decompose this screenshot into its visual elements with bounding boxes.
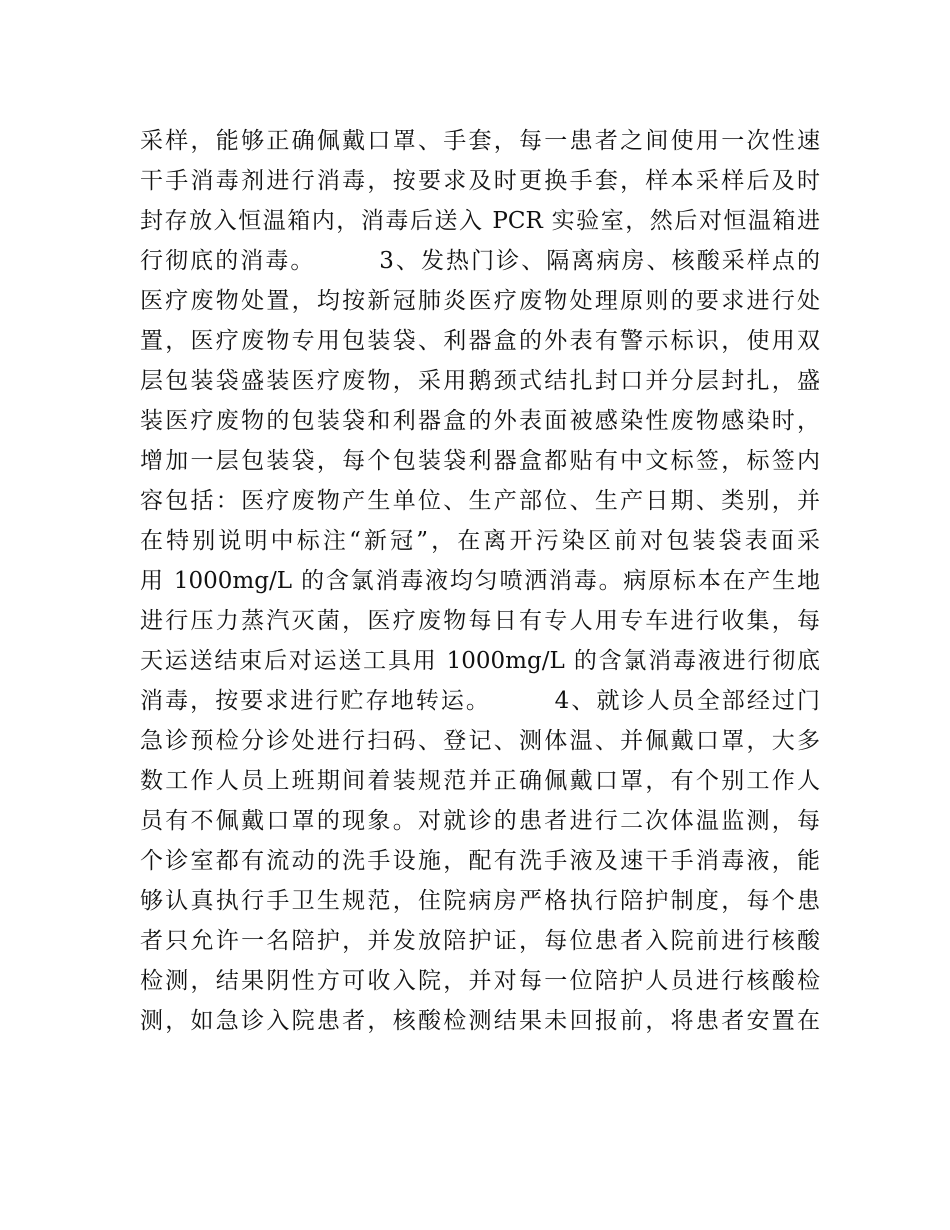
text-line: 封存放入恒温箱内，消毒后送入 PCR 实验室，然后对恒温箱进 <box>140 208 820 234</box>
text-line: 急诊预检分诊处进行扫码、登记、测体温、并佩戴口罩，大多 <box>140 728 820 754</box>
text-line: 置，医疗废物专用包装袋、利器盒的外表有警示标识，使用双 <box>140 328 820 354</box>
text-line: 个诊室都有流动的洗手设施，配有洗手液及速干手消毒液，能 <box>140 848 820 874</box>
text-line: 测，如急诊入院患者，核酸检测结果未回报前，将患者安置在 <box>140 1008 820 1034</box>
text-line: 干手消毒剂进行消毒，按要求及时更换手套，样本采样后及时 <box>140 168 820 194</box>
text-line: 采样，能够正确佩戴口罩、手套，每一患者之间使用一次性速 <box>140 128 820 154</box>
text-line: 医疗废物处置，均按新冠肺炎医疗废物处理原则的要求进行处 <box>140 288 820 314</box>
text-line: 天运送结束后对运送工具用 1000mg/L 的含氯消毒液进行彻底 <box>140 648 820 674</box>
text-line: 用 1000mg/L 的含氯消毒液均匀喷洒消毒。病原标本在产生地 <box>140 568 820 594</box>
text-line: 消毒，按要求进行贮存地转运。 4、就诊人员全部经过门 <box>140 688 820 714</box>
text-line: 层包装袋盛装医疗废物，采用鹅颈式结扎封口并分层封扎，盛 <box>140 368 820 394</box>
text-line: 进行压力蒸汽灭菌，医疗废物每日有专人用专车进行收集，每 <box>140 608 820 634</box>
text-line: 装医疗废物的包装袋和利器盒的外表面被感染性废物感染时， <box>140 408 820 434</box>
text-line: 检测，结果阴性方可收入院，并对每一位陪护人员进行核酸检 <box>140 968 820 994</box>
text-line: 在特别说明中标注“新冠”，在离开污染区前对包装袋表面采 <box>140 528 820 554</box>
body-text <box>140 121 820 1041</box>
text-line: 够认真执行手卫生规范，住院病房严格执行陪护制度，每个患 <box>140 888 820 914</box>
text-line: 数工作人员上班期间着装规范并正确佩戴口罩，有个别工作人 <box>140 768 820 794</box>
text-line: 增加一层包装袋，每个包装袋利器盒都贴有中文标签，标签内 <box>140 448 820 474</box>
text-line: 者只允许一名陪护，并发放陪护证，每位患者入院前进行核酸 <box>140 928 820 954</box>
text-line: 容包括：医疗废物产生单位、生产部位、生产日期、类别，并 <box>140 488 820 514</box>
text-line: 员有不佩戴口罩的现象。对就诊的患者进行二次体温监测，每 <box>140 808 820 834</box>
text-line: 行彻底的消毒。 3、发热门诊、隔离病房、核酸采样点的 <box>140 248 820 274</box>
